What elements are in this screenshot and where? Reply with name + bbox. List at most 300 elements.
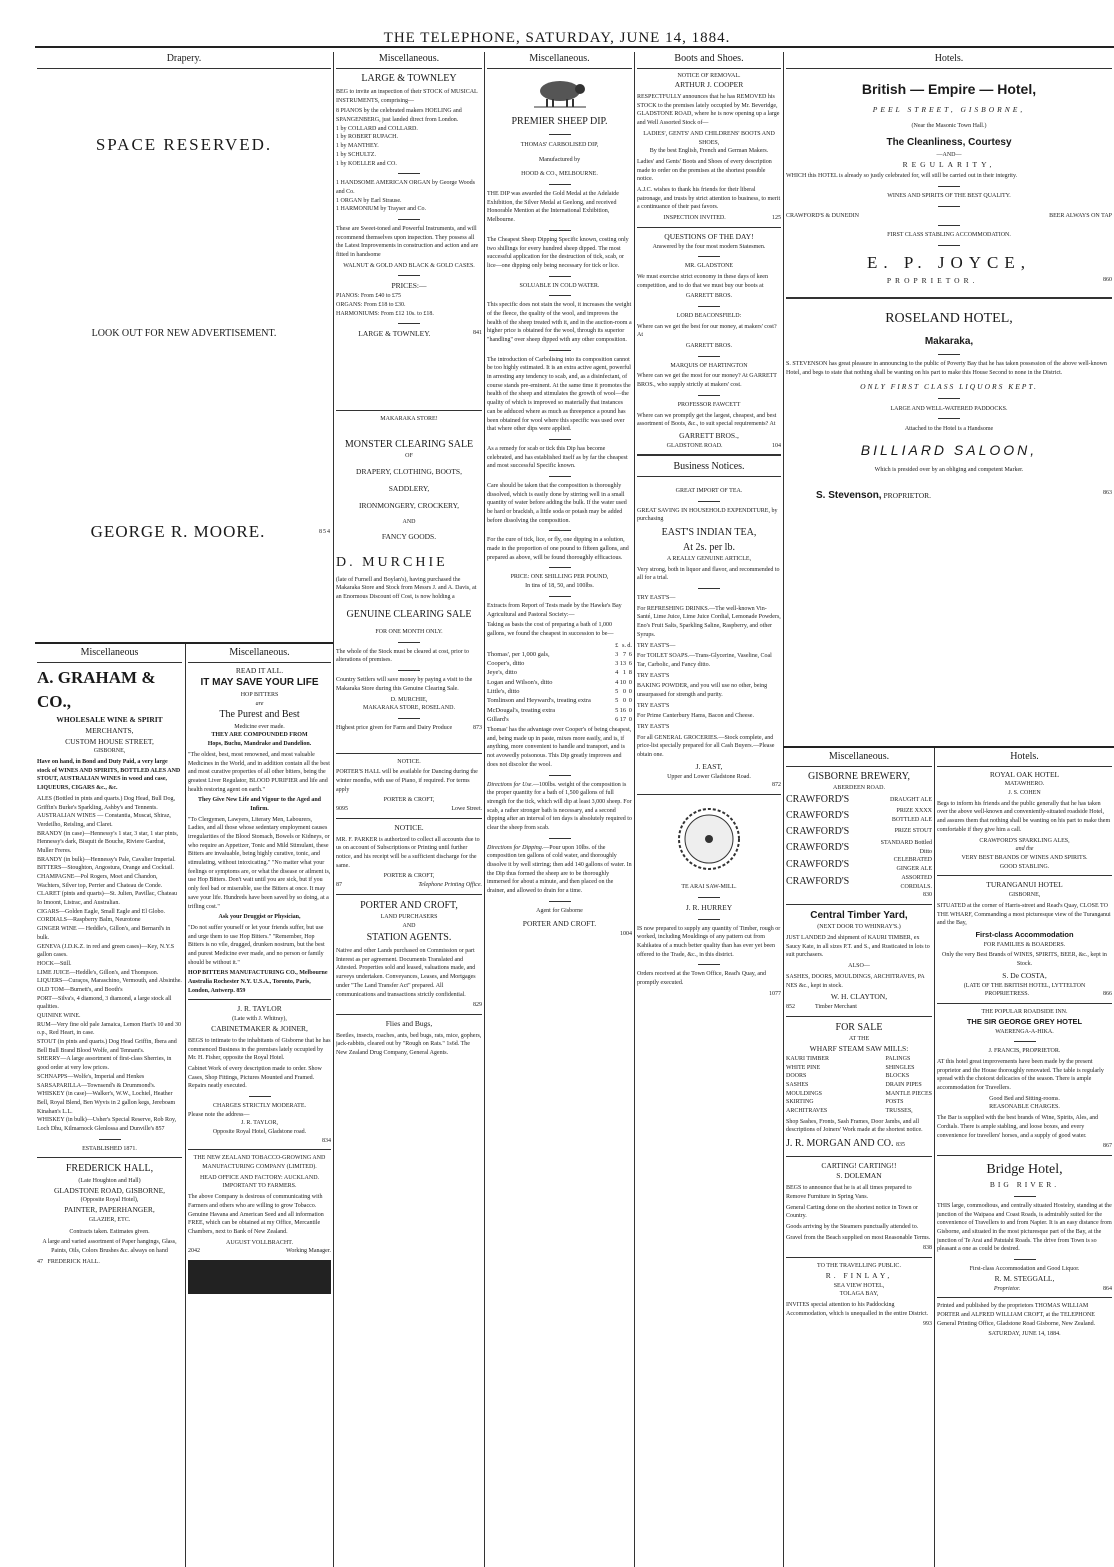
list-item: GENEVA (J.D.K.Z. in red and green cases)—Key, N.Y.S gallon cases. (37, 943, 175, 959)
ad-body: MR. F. PARKER is authorized to collect all accounts due to us on account of Subscriptions or Printing until further notice, and his receipt will be a sufficient discharge for the same. (336, 836, 480, 869)
ad-signature: LARGE & TOWNLEY. (358, 329, 431, 339)
engraved-banner-image (188, 1260, 331, 1294)
ad-line: REGULARITY, (902, 159, 996, 169)
ad-line: and the (1015, 846, 1034, 853)
ad-signature: E. P. JOYCE, (866, 253, 1032, 273)
table-header (487, 641, 632, 650)
ad-line: GLAZIER, ETC. (88, 1216, 131, 1223)
ad-body: WHICH this HOTEL is already so justly celebrated for, will still be carried out in their integrity. (786, 173, 1018, 180)
ad-body: For the cure of tick, lice, or fly, one dipping in a solution, made in the proportion of one pound to fifteen gallons, and prepared as above, will be found thoroughly efficacious. (487, 537, 629, 561)
ad-body: "The oldest, best, most renowned, and most valuable Medicines in the World, and in addition contain all the best and most curative properties of all other bitters, being the greatest Liver Regulator, BLOOD PURIFIER and life and health restoring agent on earth." (188, 751, 330, 793)
list-item: QUININE WINE. (37, 1013, 81, 1020)
ad-line: Proprietor. (993, 1285, 1021, 1292)
ad-line: Makaraka, (924, 335, 974, 347)
table-row (487, 696, 632, 705)
ad-line: LAND PURCHASERS (380, 914, 438, 921)
ad-subtitle: WHOLESALE WINE & SPIRIT (56, 714, 163, 724)
ad-line: Lowe Street. (451, 806, 482, 813)
list-item: MANTLE PIECES (885, 1090, 932, 1097)
ad-number: 2042 (188, 1248, 200, 1255)
ad-line: WALNUT & GOLD AND BLACK & GOLD CASES. (343, 262, 475, 269)
price-table (487, 641, 632, 725)
table-header-cell (487, 641, 614, 650)
ad-line: SOLUABLE IN COLD WATER. (519, 282, 600, 289)
ad-body: Where can we promptly get the largest, cheapest, and best assortment of Boots, &c., to suit special requirements? At (637, 412, 777, 428)
product-name: PRIZE XXXX BOTTLED ALE (891, 808, 932, 823)
ad-number: 864 (1103, 1285, 1112, 1292)
list-item: 1 by ROBERT RUPACH. (336, 134, 398, 141)
section-header: Miscellaneous. (336, 52, 482, 69)
ad-body: Cabinet Work of every description made to order. Show Cases, Shop Fittings, Pictures Mounted and Framed. Repairs neatly executed. (188, 1065, 322, 1090)
ad-line: Agent for Gisborne (536, 907, 583, 914)
ad-line: IMPORTANT TO FARMERS. (222, 1183, 297, 1190)
ad-title: MAKARAKA STORE! (380, 416, 438, 423)
ad-line: (LATE OF THE BRITISH HOTEL, LYTTELTON (963, 982, 1086, 989)
ad-line: THOMAS' CARBOLISED DIP, (520, 142, 599, 148)
ad-line: PRICES:— (391, 281, 427, 291)
list-item (786, 793, 932, 808)
ad-line: Hops, Buchu, Mandrake and Dandelion. (207, 741, 312, 748)
ad-line: OF (405, 453, 413, 460)
table-cell: 0 (628, 687, 632, 695)
ad-number: 835 (896, 1142, 906, 1148)
ad-number: 993 (923, 1321, 932, 1328)
brand-name: CRAWFORD'S (786, 841, 850, 853)
table-cell: 13 (619, 660, 627, 668)
ad-title: FOR SALE (835, 1021, 883, 1033)
list-item: CIGARS—Golden Eagle, Small Eagle and El Globo. (37, 908, 165, 915)
list-item: SHINGLES (885, 1064, 915, 1071)
ad-body: THE DIP was awarded the Gold Medal at the Adelaide Exhibition, the Silver Medal at Geelong, and received Honorable Mention at the International Exhibition, Melbourne. (487, 191, 619, 224)
ad-signature: J. EAST, (695, 761, 723, 771)
instrument-list (336, 107, 482, 168)
table-cell: McDougal's, treating extra (487, 706, 556, 714)
hop-bitters-section (188, 646, 331, 1567)
ad-body: Ladies' and Gents' Boots and Shoes of every description made to order on the premises at the shortest possible notice. (637, 158, 772, 183)
ad-number: 125 (772, 215, 781, 221)
ad-body: For REFRESHING DRINKS.—The well-known Vin-Santé, Lime Juice, Lime Juice Cordial, Lemonade Powders, Eno's Fruit Salts, Sparkling Saline, Raspberry, and other Syrups. (637, 605, 781, 638)
ad-line: Upper and Lower Gladstone Road. (667, 773, 751, 780)
ad-body: "To Clergymen, Lawyers, Literary Men, Labourers, Ladies, and all those whose sedentary employment causes irregularities of the Blood Stomach, Bowels or Kidneys, or who require an Appetizer, Tonic and Mild Stimulant, these Bitters are invaluable, being highly curative, tonic, and stimulating, without intoxicating." "No matter what your feelings or symptoms are, or what the disease or ailment is, use Hop Bitters. Don't wait until you are sick, but if you only feel bad or miserable, use the Bitters at once. It may save your life. Hundreds have been saved by so doing, at a trifling cost." (188, 816, 331, 910)
ad-line: TRY EAST'S (637, 702, 670, 709)
ad-line: MARQUIS OF HARTINGTON (670, 362, 748, 369)
ad-body: General Carting done on the shortest notice in Town or Country. (786, 1204, 918, 1220)
ad-line: First-class Accommodation (975, 929, 1074, 939)
ad-body: As a remedy for scab or tick this Dip has become celebrated, and has established itself as by far the cheapest and most successful Specific known. (487, 445, 628, 470)
section-header: Miscellaneous. (786, 750, 932, 767)
ad-line: LORD BEACONSFIELD: (676, 313, 742, 319)
product-name: CELEBRATED GINGER ALE (893, 857, 932, 873)
section-header: Miscellaneous. (487, 52, 632, 69)
product-name: ASSORTED CORDIALS. (900, 874, 932, 890)
list-item: CHAMPAGNE—Pol Rogers, Moet and Chandon, Wachters, Silver top, Perrier and Chateau de Conde. (37, 874, 163, 889)
column-rule (783, 52, 784, 1567)
ad-title: LARGE & TOWNLEY (361, 72, 457, 84)
ad-signature: FREDERICK HALL. (47, 1258, 100, 1265)
ad-number: 872 (772, 782, 781, 789)
ad-line: BILLIARD SALOON, (860, 442, 1038, 459)
list-item: KAURI TIMBER (786, 1055, 830, 1062)
table-row (487, 668, 632, 677)
ad-line: MATAWHERO. (1004, 781, 1045, 788)
ad-body: The above Company is desirous of communicating with Farmers and others who are willing to grow Tobacco. Genuine Havana and American Seed and all information FREE, which can be obtained at my Office, Mercantile Chambers, next to Bank of New Zealand. (188, 1194, 324, 1235)
ad-body: (late of Furnell and Boylan's), having purchased the Makaraka Store and Stock from Messrs J. and A. Davis, at an Enormous Discount off Cost, is now holding a (336, 576, 477, 600)
ad-number: 863 (1103, 490, 1112, 497)
ad-line: Good Bed and Sitting-rooms. (989, 1095, 1060, 1102)
list-item: AUSTRALIAN WINES — Constantia, Muscat, Shiraz, Verdeilho, Reisling, and Claret. (37, 813, 171, 828)
ad-number: 87 (336, 882, 342, 889)
ad-line: R. FINLAY, (825, 1270, 893, 1280)
ad-body: BAKING POWDER, and you will use no other, being unsurpassed for strength and purity. (637, 683, 768, 698)
list-item: BLOCKS (885, 1073, 910, 1080)
ad-line: Medicine ever made. (234, 723, 285, 730)
table-cell: 8 (628, 669, 632, 677)
ad-line: READ IT ALL. (235, 665, 284, 675)
section-header: Business Notices. (637, 460, 781, 477)
ad-signature: R. M. STEGGALL, (994, 1273, 1055, 1283)
ad-title: GISBORNE BREWERY, (807, 770, 911, 782)
ad-line: GLADSTONE ROAD, GISBORNE, (53, 1185, 166, 1195)
ad-line: TRY EAST'S (637, 724, 670, 730)
ad-title: GREAT IMPORT OF TEA. (675, 487, 743, 494)
boots-shoes-section (637, 52, 781, 1567)
list-item: GINGER WINE — Heddle's, Gillon's, and Bernard's in bulk. (37, 926, 171, 941)
ad-number: 830 (923, 892, 932, 899)
ad-line: Telephone Printing Office. (418, 882, 482, 889)
ad-body: INVITES special attention to his Paddocking Accommodation, which is unequalled in the entire District. (786, 1302, 929, 1317)
section-divider (783, 746, 1114, 748)
ad-body: For all GENERAL GROCERIES.—Stock complete, and price-list specially prepared for all Cash Buyers.—Please obtain one. (637, 734, 775, 759)
ad-line: Please note the address— (188, 1111, 250, 1118)
ad-title: J. R. TAYLOR (237, 1004, 282, 1014)
ad-body: —100lbs. weight of the composition is the proper quantity for a bath of 1,500 gallons of full strength for the tick, which will dip at least 3,000 sheep. For scab, a rather stronger bath is necessary, and a second dipping after an interval of ten days is absolutely required to clear the sheep from scab. (487, 781, 632, 831)
ad-subtitle: MERCHANTS, (85, 725, 134, 735)
drapery-section (37, 52, 331, 642)
ad-line: AND (402, 922, 416, 929)
ad-line: Ask your Druggist or Physician, (218, 914, 301, 921)
ad-line: IRONMONGERY, CROCKERY, (359, 500, 459, 510)
ad-line: LADIES', GENTS' AND CHILDRENS' BOOTS AND SHOES, (643, 130, 775, 146)
ad-body: Care should be taken that the composition is thoroughly dissolved, which is easily done by stirring well in a small quantity of water before adding the bulk. If the water used be hard or brackish, a little soda or potash may be added before dissolving the composition. (487, 482, 627, 524)
ad-body: PORTER'S HALL will be available for Dancing during the winter months, with use of Piano, if required. For terms apply (336, 769, 478, 793)
brand-name: CRAWFORD'S (786, 825, 850, 837)
saw-blade-icon (669, 799, 749, 879)
table-row (487, 650, 632, 659)
table-row (487, 687, 632, 696)
table-row (487, 706, 632, 715)
ad-line: TOLAGA BAY, (839, 1291, 879, 1298)
ad-number: 829 (473, 1002, 482, 1009)
ad-line: STATION AGENTS. (366, 931, 452, 943)
table-cell: 0 (622, 697, 627, 705)
list-item: RUM—Very fine old pale Jamaica, Lemon Hart's 10 and 30 o.p., Red Heart, in case. (37, 1021, 182, 1037)
ad-body: HOP BITTERS MANUFACTURING CO., Melbourne Australia Rochester N.Y. U.S.A., Toronto, Paris, London, Antwerp. 859 (188, 970, 328, 994)
table-cell: 6 (628, 650, 632, 658)
ad-line: A REALLY GENUINE ARTICLE, (666, 556, 752, 562)
list-item: CORDIALS—Raspberry Balm, Neurotone (37, 917, 141, 924)
ad-line: PROPRIETRESS. (984, 991, 1030, 998)
ad-title: CARTING! CARTING!! (821, 1160, 897, 1170)
ad-body: THIS large, commodious, and centrally situated Hostelry, standing at the junction of the Waipaoa and Coast Roads, is admirably suited for the convenience of Travellers to and from Napier. It is an easy distance from Gisborne, and situated in the most picturesque part of the Bay, at the junction of Te Arai and Patutahi Roads. The drive from Town is so pleasant a one as could be desired. (937, 1203, 1112, 1253)
ad-line: THEY ARE COMPOUNDED FROM (211, 732, 308, 739)
table-cell: 4 (615, 669, 619, 677)
ad-number: 852 (786, 1004, 795, 1011)
ad-line: PAINTER, PAPERHANGER, (64, 1205, 155, 1215)
list-item: SKIRTING (786, 1099, 814, 1106)
ad-line: MAKARAKA STORE, ROSELAND. (363, 705, 455, 712)
ad-body: These are Sweet-toned and Powerful Instruments, and will recommend themselves upon inspection. They possess all the Latest Improvements in construction and action and are fitted in handsome (336, 225, 479, 258)
ad-line: GARRETT BROS. (685, 343, 733, 350)
ad-body: SITUATED at the corner of Harris-street and Read's Quay, CLOSE TO THE WHARF, Commanding a most picturesque view of the Turanganui and the Bay, (937, 902, 1111, 927)
list-item: POSTS (885, 1099, 904, 1106)
ad-line: SADDLERY, (388, 483, 430, 493)
ad-title: IT MAY SAVE YOUR LIFE (200, 677, 319, 689)
ad-body: This specific does not stain the wool, it increases the weight of the fleece, the quality of the wool, and improves the health of the sheep treated with it, and in the auction-room a higher price is obtained for the wool, through its superior "handling" over sheep dipped with any other composition. (487, 302, 632, 343)
list-item: ALES (Bottled in pints and quarts.) Dog Head, Bull Dog, Griffin's Burke's Sparkling, Ashby's and Tennents. (37, 795, 175, 811)
table-row (487, 715, 632, 724)
table-cell: 16 (619, 706, 627, 714)
table-cell: 0 (622, 687, 627, 695)
list-item: SARSAPARILLA—Townsend's & Drummond's. (37, 1082, 156, 1089)
list-item: 1 by SCHULTZ. (336, 151, 376, 158)
brand-name: CRAWFORD'S (786, 809, 850, 821)
ad-signature: W. H. CLAYTON, (830, 992, 888, 1002)
established-line: ESTABLISHED 1871. (82, 1145, 137, 1152)
list-item (786, 856, 932, 873)
ad-line: S. DOLEMAN (836, 1171, 882, 1181)
ad-title: NOTICE OF REMOVAL. (677, 72, 741, 79)
ad-body: Shop Sashes, Fronts, Sash Frames, Door Jambs, and all descriptions of Joiners' Work made at the shortest notice. (786, 1118, 923, 1134)
ad-body: SASHES, DOORS, MOULDINGS, ARCHITRAVES, PA NES &c., kept in stock. (786, 973, 925, 989)
list-item (786, 807, 932, 824)
ad-body: S. STEVENSON has great pleasure in announcing to the public of Poverty Bay that he has taken possession of the above well-known Hotel, and begs to state that nothing shall be wanting on his part to make this House Second to none in the District. (786, 361, 1107, 377)
ad-body: Gravel from the Beach supplied on most Reasonable Terms. (786, 1234, 931, 1241)
ad-line: J. FRANCIS, PROPRIETOR. (988, 1048, 1061, 1055)
ad-title: NOTICE. (394, 822, 424, 832)
ad-line: GENUINE CLEARING SALE (346, 608, 472, 620)
printer-imprint: Printed and published by the proprietors THOMAS WILLIAM PORTER and ALFRED WILLIAM CROFT, at the TELEPHONE General Printing Office, Gladstone Road Gisborne, New Zealand. (937, 1303, 1096, 1327)
product-list-right (886, 1055, 933, 1116)
ad-title: PREMIER SHEEP DIP. (511, 115, 608, 127)
ad-line: VERY BEST BRANDS OF WINES AND SPIRITS. (961, 854, 1088, 861)
table-cell: Tomlinson and Heyward's, treating extra (487, 697, 591, 705)
ad-signature: PORTER AND CROFT. (522, 919, 597, 929)
ad-line: LARGE AND WELL-WATERED PADDOCKS. (890, 405, 1008, 412)
ad-title: PORTER AND CROFT, (360, 899, 458, 911)
price-line: HARMONIUMS: From £12 10s. to £18. (336, 310, 434, 317)
ad-body: Where can we get the best for our money, at makers' cost? At (637, 323, 777, 339)
ad-line: GISBORNE, (1008, 892, 1041, 899)
ad-line: (Near the Masonic Town Hall.) (911, 122, 987, 129)
ad-line: EAST'S INDIAN TEA, (661, 527, 757, 538)
table-cell: Cooper's, ditto (487, 660, 525, 668)
ad-title: THE NEW ZEALAND TOBACCO-GROWING AND MANUFACTURING COMPANY (LIMITED). (193, 1155, 326, 1171)
ad-line: REASONABLE CHARGES. (989, 1104, 1060, 1111)
newspaper-page (35, 46, 1114, 1567)
list-item: OLD TOM—Burnett's, and Booth's (37, 986, 123, 993)
ad-line: Working Manager. (286, 1248, 331, 1255)
ad-line: J. R. HURREY (685, 902, 733, 912)
ad-body: Thomas' has the advantage over Cooper's of being cheapest, and, being made up in paste, mixes more easily, and is, if anything, more convenient to handle and transport, and is not avowedly poisonous. This Dip greatly improves and does not discolor the wool. (487, 727, 632, 768)
ad-body: Very strong, both in liquor and flavor, and recommended to all for a trial. (637, 566, 780, 582)
list-item: DOORS (786, 1073, 807, 1080)
ad-title: QUESTIONS OF THE DAY! (664, 231, 754, 241)
ad-number: 1077 (769, 990, 781, 997)
ad-line: CABINETMAKER & JOINER, (211, 1023, 308, 1033)
product-list (37, 795, 182, 1134)
ad-title: ROYAL OAK HOTEL (989, 769, 1060, 779)
column-rule (185, 644, 186, 1567)
ad-line: ALSO— (848, 963, 870, 970)
ad-title: D. MURCHIE (336, 555, 448, 571)
large-townley-section (336, 52, 482, 1567)
ad-line: In tins of 18, 50, and 100lbs. (525, 583, 594, 590)
ad-body: Beetles, insects, roaches, ants, bed bugs, rats, mice, gophers, jack-rabbits, cleared out by "Rough on Rats." 1s6d. The New Zealand Drug Company, General Agents. (336, 1032, 482, 1057)
list-item: 1 ORGAN by Earl Strause. (336, 197, 402, 204)
sheep-dip-section (487, 52, 632, 1567)
ad-line: THE SIR GEORGE GREY HOTEL (966, 1016, 1083, 1026)
ad-line: ABERDEEN ROAD. (833, 785, 885, 791)
masthead: THE TELEPHONE, SATURDAY, JUNE 14, 1884. (383, 30, 731, 46)
table-header-cell: £ (615, 641, 619, 649)
ad-line: Opposite Royal Hotel, Gladstone road. (212, 1129, 307, 1135)
ad-number: 834 (322, 1137, 331, 1144)
table-cell: 0 (628, 715, 632, 723)
table-header-cell: s. (622, 641, 627, 649)
ad-line: PROPRIETOR. (886, 275, 979, 285)
list-item: SCHNAPPS—Wolfe's, Imperial and Henkes (37, 1073, 145, 1080)
list-item: HOCK—Still. (37, 960, 72, 967)
ad-body: BEGS to announce that he is at all times prepared to Remove Furniture in Spring Vans. (786, 1185, 912, 1200)
product-name: STANDARD Bottled Ditto (880, 840, 932, 855)
ad-number: 866 (1103, 991, 1112, 998)
list-item: 8 PIANOS by the celebrated makers HOELING and SPANGENBERG, just landed direct from London. (336, 108, 462, 124)
ad-body: "Do not suffer yourself or let your friends suffer, but use and urge them to use Hop Bitters." "Remember, Hop Bitters is no vile, drugged, drunken nostrum, but the best and purest Medicine ever made, and no person or family should be without it." (188, 924, 325, 966)
ad-line: PROFESSOR FAWCETT (677, 401, 741, 408)
list-item (786, 839, 932, 856)
ad-body: Only the very Best Brands of WINES, SPIRITS, BEER, &c., kept in Stock. (942, 952, 1107, 968)
ad-line: AT THE (848, 1036, 870, 1043)
ad-subtitle: GISBORNE, (93, 748, 126, 755)
table-cell: 5 (615, 706, 619, 714)
ad-body: —Pour upon 10lbs. of the composition ten gallons of cold water, and thoroughly dissolve it by well stirring; then add 140 gallons of water. In the Dip thus formed the sheep are to be thoroughly immersed for about a minute, and then placed on the drainer, and allowed to drain for a time. (487, 844, 632, 895)
ad-body: Goods arriving by the Steamers punctually attended to. (786, 1224, 919, 1230)
table-cell: 4 (615, 678, 619, 686)
list-item: ARCHITRAVES (786, 1107, 828, 1114)
ad-number: 867 (1103, 1143, 1112, 1150)
ad-number: 841 (473, 330, 482, 337)
brand-name: CRAWFORD'S (786, 793, 850, 805)
ad-body: AT this hotel great improvements have been made by the present proprietor and the House thoroughly renovated. The table is regularly spread with the choicest delicacies of the season. There is ample accommodation for Travellers. (937, 1059, 1104, 1092)
ad-body: The Cheapest Sheep Dipping Specific known, costing only two shillings for every hundred sheep dipped. The most successful application for the destruction of tick, scab, or lice—one dipping only being necessary for tick or lice. (487, 236, 629, 269)
table-cell: 0 (628, 697, 632, 705)
lookout-line: LOOK OUT FOR NEW ADVERTISEMENT. (91, 328, 277, 340)
ad-signature: PORTER & CROFT, (383, 797, 435, 804)
ad-signature: S. De COSTA, (1002, 970, 1047, 980)
ad-line: PROPRIETOR. (883, 491, 932, 501)
ad-line: The Cleanliness, Courtesy (886, 137, 1012, 149)
ad-body: Orders received at the Town Office, Read's Quay, and promptly executed. (637, 971, 767, 986)
table-cell: 6 (615, 715, 619, 723)
section-header: Hotels. (937, 750, 1112, 767)
price-line: ORGANS: From £18 to £30. (336, 301, 406, 308)
product-name: DRAUGHT ALE (889, 796, 932, 803)
brand-name: CRAWFORD'S (786, 876, 850, 888)
ad-line: (Late with J. Whitray), (232, 1016, 287, 1023)
ad-title: TURANGANUI HOTEL (986, 880, 1063, 890)
table-cell: 5 (615, 697, 619, 705)
hotels-lower-section (937, 750, 1112, 1567)
ad-body: Native and other Lands purchased on Commission or part Interest as per agreement. Documents Translated and Attested. Properties sold and leased, valuations made, and surveys undertaken. Conveyances, Leases, and Mortgages under "The Land Transfer Act" prepared. All communications and transactions strictly confidential. (336, 948, 476, 998)
table-cell: 3 (615, 660, 619, 668)
ad-line: MONSTER CLEARING SALE (344, 438, 474, 450)
table-row (487, 678, 632, 687)
ad-line: CRAWFORD'S SPARKLING ALES, (979, 837, 1070, 844)
section-header: Boots and Shoes. (637, 52, 781, 69)
table-cell: Little's, ditto (487, 687, 520, 695)
ad-body: IS now prepared to supply any quantity of Timber, rough or worked, including Mouldings of any pattern cut from Kahikatea of a much better quality than has ever yet been offered to the Trade, &c., in this district. (637, 925, 781, 958)
ad-line: Manufactured by (538, 156, 581, 163)
ad-title: TE ARAI SAW-MILL. (681, 884, 737, 890)
ad-signature: AUGUST VOLLBRACHT. (225, 1239, 293, 1246)
ad-signature: S. Stevenson, (816, 490, 882, 502)
ad-line: At 2s. per lb. (683, 541, 735, 553)
section-divider (35, 642, 333, 644)
ad-line: WINES AND SPIRITS OF THE BEST QUALITY. (887, 193, 1011, 200)
ad-body: Taking as basis the cost of preparing a bath of 1,000 gallons, we found the cheapest in succession to be— (487, 622, 614, 637)
ad-number: 104 (772, 442, 781, 449)
section-header: Hotels. (786, 52, 1112, 69)
table-cell: 17 (619, 715, 627, 723)
ad-title: FREDERICK HALL, (65, 1163, 154, 1175)
ad-number: 860 (1103, 276, 1112, 283)
ad-line: CRAWFORD'S & DUNEDIN (786, 212, 859, 219)
column-rule (634, 52, 635, 1567)
ad-body: BEGS to intimate to the inhabitants of Gisborne that he has commenced Business in the premises lately occupied by Mr. H. Fisher, opposite the Royal Hotel. (188, 1037, 331, 1062)
ad-line: ARTHUR J. COOPER (674, 80, 744, 90)
table-cell: 7 (622, 650, 627, 658)
list-item: 1 HARMONIUM by Trayser and Co. (336, 206, 427, 213)
table-cell: 6 (628, 660, 632, 668)
ad-line: BEER ALWAYS ON TAP (1049, 212, 1112, 219)
table-cell: Jeye's, ditto (487, 669, 517, 677)
table-cell: 5 (615, 687, 619, 695)
list-item: BRANDY (in bulk)—Hennessy's Pale, Cavalier Imperial. (37, 856, 176, 863)
ad-number: 9095 (336, 806, 348, 813)
ad-line: INSPECTION INVITED. (663, 215, 726, 221)
table-cell: Thomas', per 1,000 gals, (487, 650, 550, 658)
hotels-section (786, 52, 1112, 746)
ad-title: ROSELAND HOTEL, (885, 310, 1013, 326)
ad-line: J. R. TAYLOR, (240, 1120, 279, 1127)
ad-line: FOR FAMILIES & BOARDERS. (983, 941, 1066, 948)
ad-line: GOOD STABLING. (999, 863, 1050, 870)
column-rule (934, 748, 935, 1567)
list-item: PALINGS (885, 1055, 911, 1062)
ad-line: GLADSTONE ROAD. (666, 442, 723, 449)
ad-line: Contracts taken. Estimates given. (69, 1228, 150, 1235)
ad-body: JUST LANDED 2nd shipment of KAURI TIMBER, ex Saucy Kate, in all sizes P.T. and S., and Rusticated in lots to suit purchasers. (786, 935, 930, 959)
ad-line: WAERENGA-A-HIKA. (995, 1028, 1054, 1035)
ad-line: (NEXT DOOR TO WHINRAY'S.) (817, 924, 901, 931)
ad-subheading: Directions for Dipping. (487, 844, 544, 851)
ad-title: TO THE TRAVELLING PUBLIC. (817, 1263, 901, 1270)
ad-line: Attached to the Hotel is a Handsome (904, 426, 994, 433)
ad-line: TRY EAST'S— (637, 595, 676, 602)
list-item: WHITE PINE (786, 1064, 821, 1071)
list-item: PORT—Silva's, 4 diamond, 3 diamond, a large stock all qualities. (37, 995, 172, 1011)
product-name: PRIZE STOUT (894, 828, 932, 835)
